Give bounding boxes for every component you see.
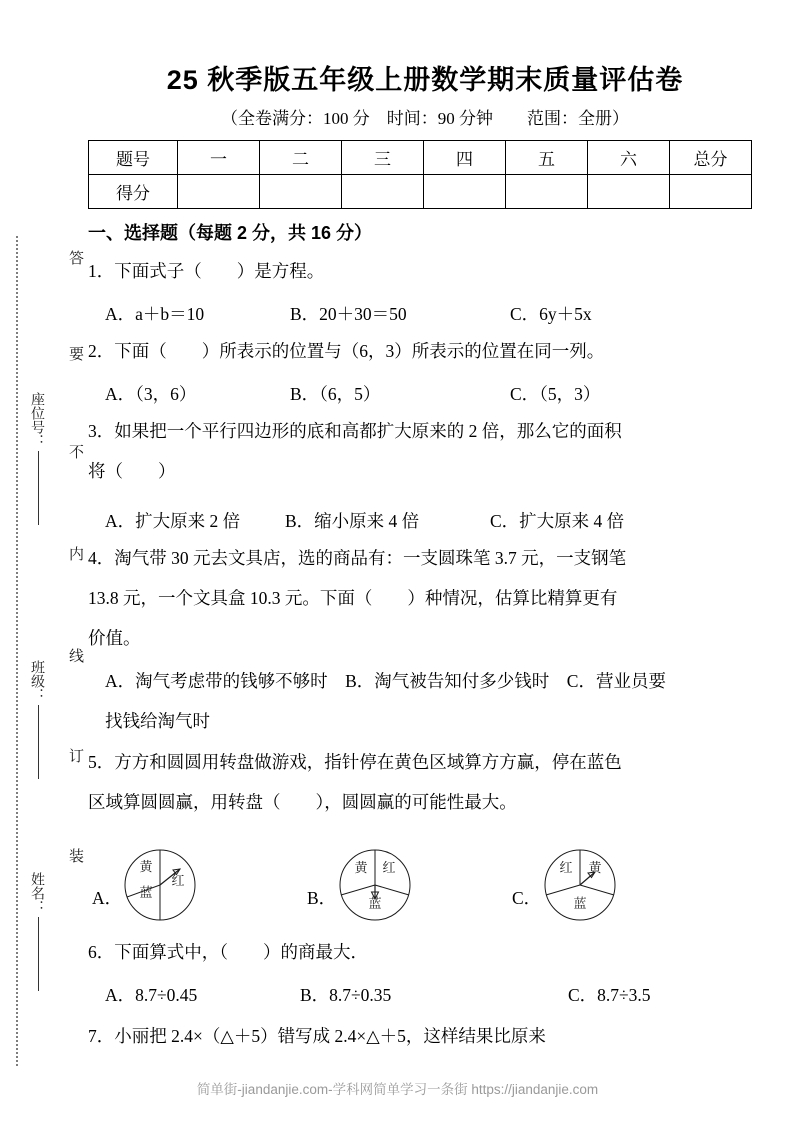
seal-char-5: 订 [67,748,84,765]
question-6-option-a[interactable]: A．8.7÷0.45 [105,985,198,1005]
spinner-option-c[interactable] [512,845,662,925]
score-cell-1[interactable] [178,175,260,209]
question-2-option-c[interactable]: C．（5，3） [510,384,601,404]
score-cell-6[interactable] [588,175,670,209]
table-row-scores [89,175,752,209]
question-4-options-line-2[interactable]: 找钱给淘气时 [105,711,210,731]
column-header-2: 二 [260,141,342,175]
spinner-option-b[interactable] [307,845,457,925]
question-6-option-b[interactable]: B．8.7÷0.35 [300,985,392,1005]
question-4-text-line-3: 价值。 [88,628,141,648]
question-3-option-a[interactable]: A．扩大原来 2 倍 [105,511,241,531]
spinner-b-label: B． [307,888,337,908]
row-label-question-number: 题号 [89,141,178,175]
column-header-3: 三 [342,141,424,175]
seal-chars-column [52,0,86,1125]
score-cell-2[interactable] [260,175,342,209]
spinner-a-sector-0: 黄 [139,859,153,874]
question-4-options-line-1[interactable]: A．淘气考虑带的钱够不够时 B．淘气被告知付多少钱时 C．营业员要 [105,671,666,691]
question-5-text-line-2: 区域算圆圆赢，用转盘（ ），圆圆赢的可能性最大。 [88,792,517,812]
seal-char-0: 答 [67,250,84,267]
name-label: 姓名： [30,872,46,914]
spinner-c-label: C． [512,888,542,908]
spinner-c-sector-1: 黄 [588,860,602,875]
section-heading-choice: 一、选择题（每题 2 分，共 16 分） [88,223,373,243]
column-header-1: 一 [178,141,260,175]
question-2-option-b[interactable]: B．（6，5） [290,384,381,404]
class-label: 班级： [30,660,46,702]
seal-char-4: 线 [67,648,84,665]
spinner-a-sector-2: 红 [171,873,185,888]
score-table [88,140,752,209]
score-cell-3[interactable] [342,175,424,209]
spinner-a-sector-1: 蓝 [139,885,153,900]
column-header-total: 总分 [670,141,752,175]
margin-fields-column [16,0,50,1125]
question-3-option-b[interactable]: B．缩小原来 4 倍 [285,511,420,531]
question-6-option-c[interactable]: C．8.7÷3.5 [568,985,651,1005]
question-4-text-line-2: 13.8 元，一个文具盒 10.3 元。下面（ ）种情况，估算比精算更有 [88,588,618,608]
seal-char-2: 不 [67,444,84,461]
score-cell-total[interactable] [670,175,752,209]
seat-number-rule [38,451,39,525]
class-field[interactable] [18,660,48,779]
seal-char-3: 内 [67,546,84,563]
column-header-4: 四 [424,141,506,175]
name-field[interactable] [18,872,48,991]
question-6-text: 6．下面算式中，（ ）的商最大． [88,942,368,962]
row-label-score: 得分 [89,175,178,209]
question-1-option-a[interactable]: A．a＋b＝10 [105,304,205,324]
question-7-text: 7．小丽把 2.4×（△＋5）错写成 2.4×△＋5，这样结果比原来 [88,1026,546,1046]
class-rule [38,705,39,779]
page-subtitle: （全卷满分：100 分 时间：90 分钟 范围：全册） [221,109,629,128]
column-header-6: 六 [588,141,670,175]
name-rule [38,917,39,991]
column-header-5: 五 [506,141,588,175]
spinner-c-sector-0: 红 [559,860,573,875]
spinner-b-sector-1: 红 [382,860,396,875]
question-1-option-b[interactable]: B．20＋30＝50 [290,304,407,324]
spinner-option-a[interactable] [92,845,242,925]
seat-number-label: 座位号： [30,392,46,448]
seal-char-1: 要 [67,346,84,363]
spinner-c-sector-2: 蓝 [573,896,587,911]
question-5-text-line-1: 5．方方和圆圆用转盘做游戏，指针停在黄色区域算方方赢，停在蓝色 [88,752,622,772]
seal-char-6: 装 [67,848,84,865]
question-2-option-a[interactable]: A．（3，6） [105,384,197,404]
question-3-option-c[interactable]: C．扩大原来 4 倍 [490,511,625,531]
question-1-text: 1．下面式子（ ）是方程。 [88,261,325,281]
spinner-b-sector-2: 蓝 [368,896,382,911]
page-title: 25 秋季版五年级上册数学期末质量评估卷 [166,65,684,95]
spinner-b-sector-0: 黄 [354,860,368,875]
footer-watermark: 简单街-jiandanjie.com-学科网简单学习一条街 https://jiandanjie.com [196,1082,599,1097]
table-row-headers [89,141,752,175]
question-1-option-c[interactable]: C．6y＋5x [510,304,592,324]
seat-number-field[interactable] [18,392,48,525]
question-3-text-line-2: 将（ ） [88,461,176,481]
spinner-a-label: A． [92,888,123,908]
question-3-text-line-1: 3．如果把一个平行四边形的底和高都扩大原来的 2 倍，那么它的面积 [88,421,622,441]
question-2-text: 2．下面（ ）所表示的位置与（6，3）所表示的位置在同一列。 [88,341,605,361]
score-cell-4[interactable] [424,175,506,209]
score-cell-5[interactable] [506,175,588,209]
question-4-text-line-1: 4．淘气带 30 元去文具店，选的商品有：一支圆珠笔 3.7 元，一支钢笔 [88,548,627,568]
